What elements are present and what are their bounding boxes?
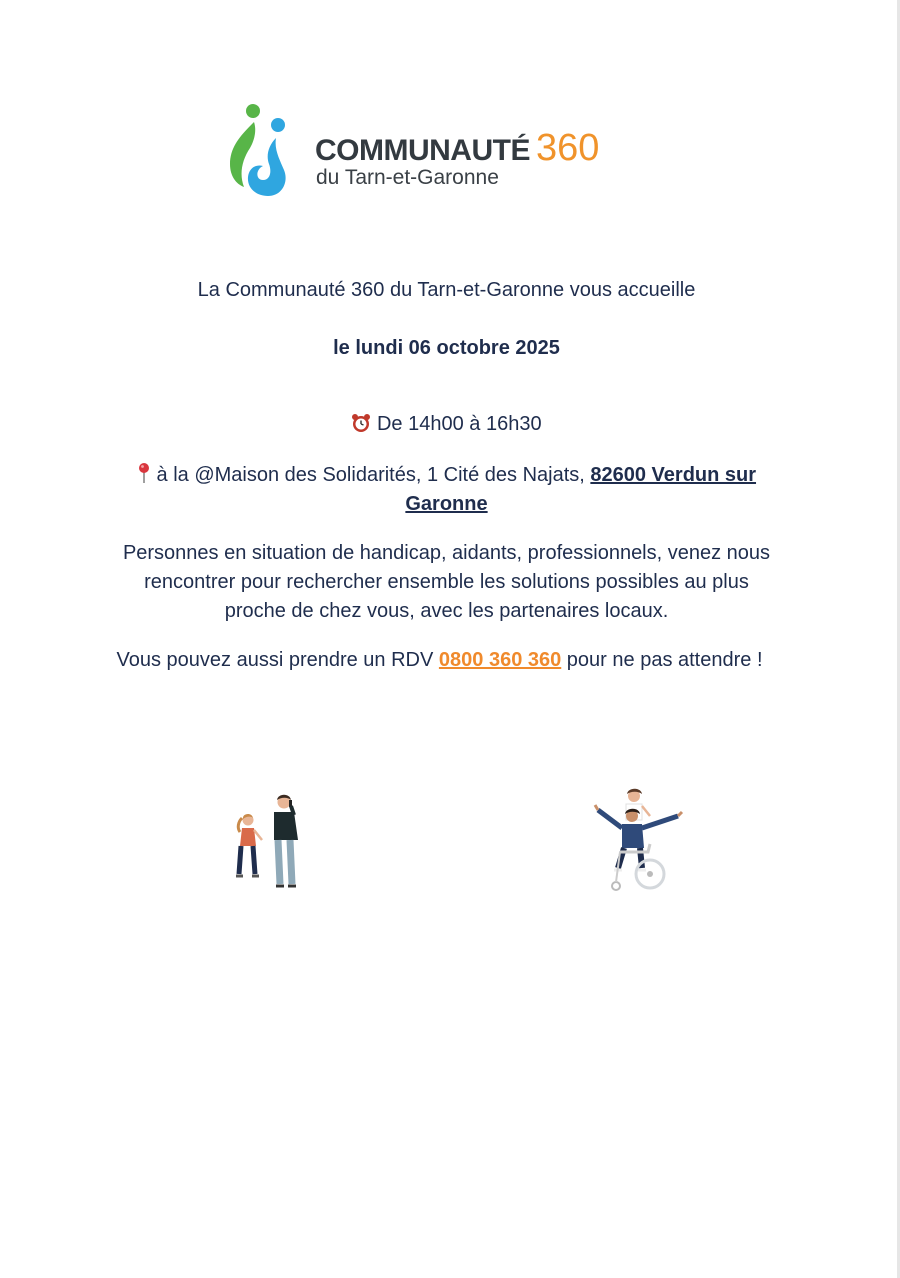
address-link-line1[interactable]: 82600 Verdun sur bbox=[590, 464, 757, 486]
description-line: proche de chez vous, avec les partenaires locaux. bbox=[224, 600, 669, 622]
rdv-suffix: pour ne pas attendre ! bbox=[561, 649, 763, 671]
logo-number: 360 bbox=[535, 127, 600, 169]
girl-and-man-on-phone-illustration bbox=[228, 788, 308, 892]
logo-subtitle: du Tarn-et-Garonne bbox=[316, 166, 499, 189]
intro-text: La Communauté 360 du Tarn-et-Garonne vous accueille bbox=[197, 279, 696, 301]
logo-people-icon bbox=[226, 100, 301, 200]
round-pushpin-icon bbox=[137, 462, 151, 484]
description bbox=[0, 539, 893, 626]
alarm-clock-icon bbox=[351, 413, 371, 433]
address-prefix: à la @Maison des Solidarités, 1 Cité des Najats, bbox=[156, 464, 591, 486]
description-line: rencontrer pour rechercher ensemble les solutions possibles au plus bbox=[144, 571, 749, 593]
person-in-wheelchair-celebrating-illustration bbox=[592, 786, 686, 896]
logo-title-text: COMMUNAUTÉ bbox=[315, 134, 530, 167]
event-date: le lundi 06 octobre 2025 bbox=[333, 337, 560, 359]
rdv-text bbox=[0, 646, 886, 675]
event-time bbox=[0, 410, 893, 439]
rdv-prefix: Vous pouvez aussi prendre un RDV bbox=[116, 649, 439, 671]
logo-title bbox=[315, 127, 599, 170]
description-line: Personnes en situation de handicap, aidants, professionnels, venez nous bbox=[122, 542, 771, 564]
event-address bbox=[0, 461, 893, 519]
phone-link[interactable]: 0800 360 360 bbox=[438, 649, 562, 671]
address-link-line2[interactable]: Garonne bbox=[405, 493, 488, 515]
logo bbox=[226, 100, 606, 200]
event-time-text: De 14h00 à 16h30 bbox=[376, 413, 542, 435]
